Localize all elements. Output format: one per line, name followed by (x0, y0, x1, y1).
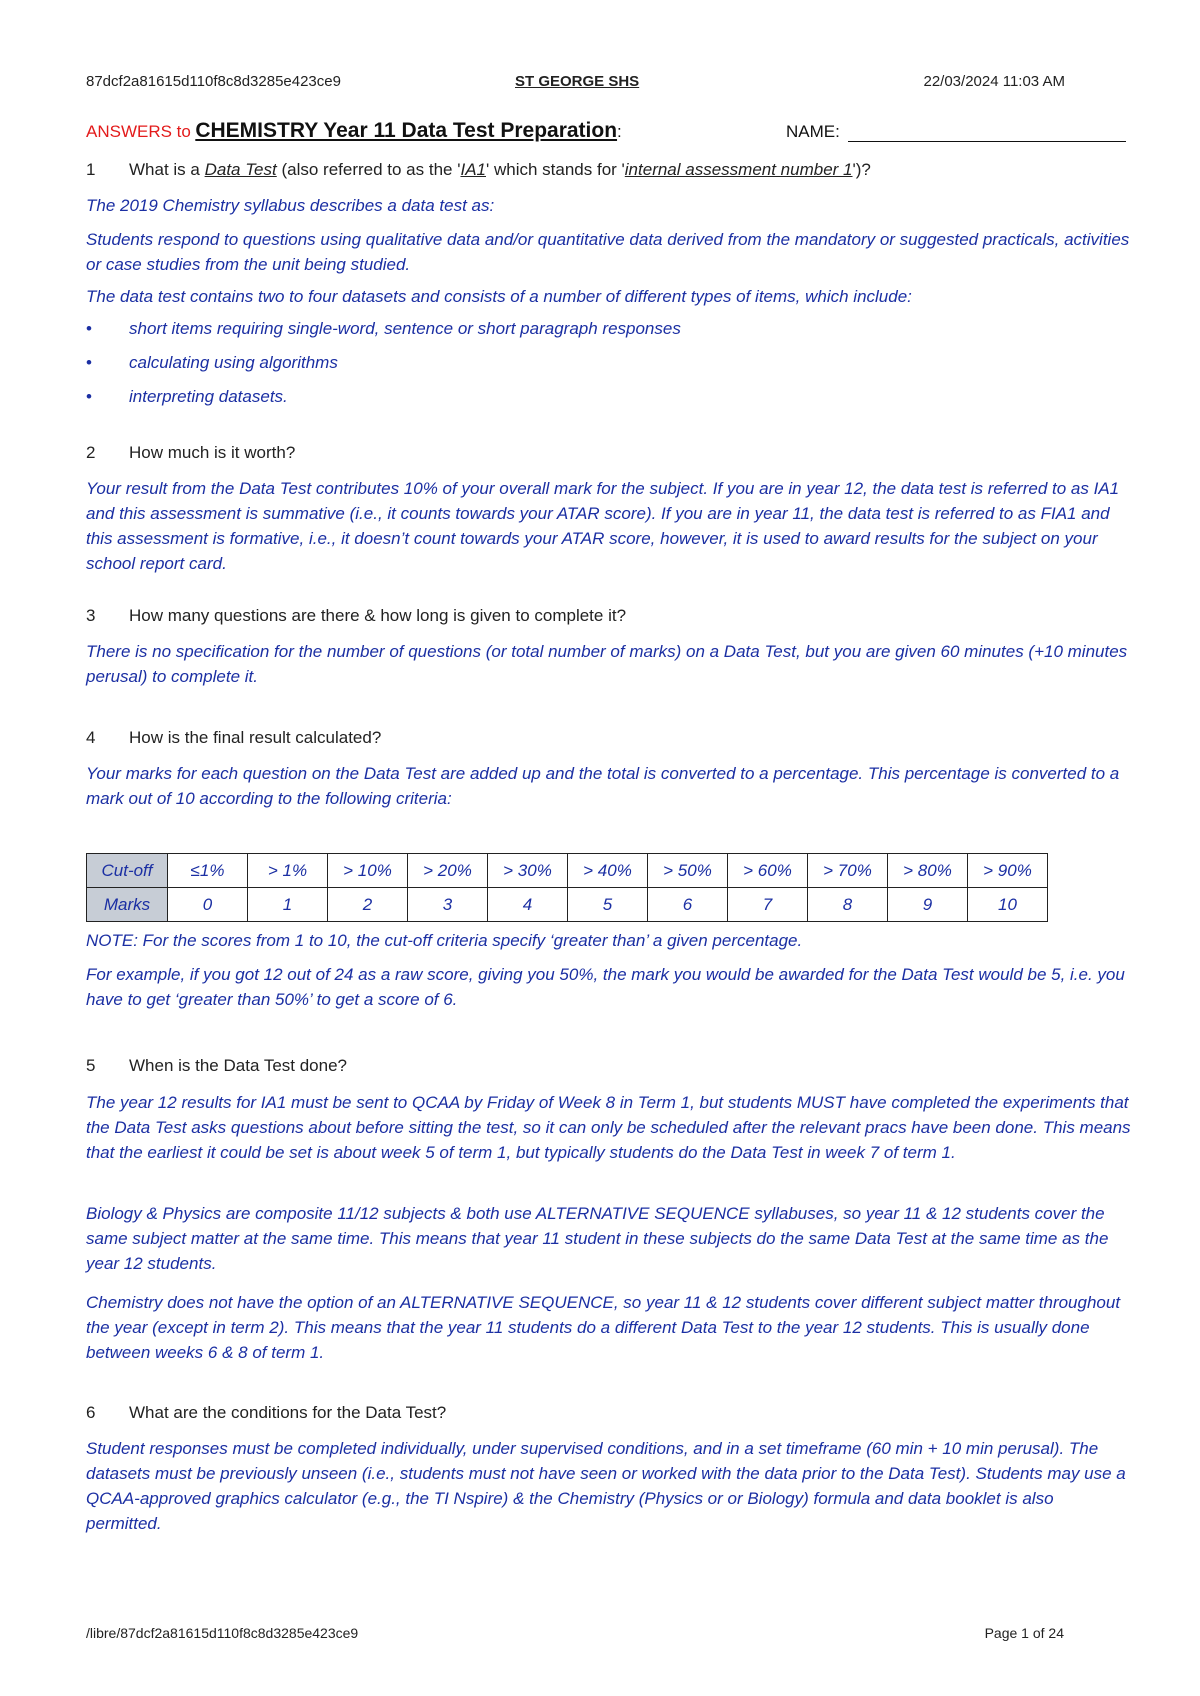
bullet-icon: • (86, 387, 92, 406)
name-label: NAME: (786, 122, 840, 141)
list-item (86, 387, 288, 407)
table-cell: 10 (968, 888, 1048, 922)
table-cell: > 50% (648, 854, 728, 888)
table-header-cell: Marks (87, 888, 168, 922)
table-cell: > 20% (408, 854, 488, 888)
document-id: 87dcf2a81615d110f8c8d3285e423ce9 (86, 73, 341, 90)
list-item (86, 319, 681, 339)
term-ia1: IA1 (460, 160, 486, 179)
table-cell: > 10% (328, 854, 408, 888)
answer-5-timing: The year 12 results for IA1 must be sent to QCAA by Friday of Week 8 in Term 1, but students MUST have completed the experiments that the Data Test asks questions about before sitting the test, so it can only be scheduled after the relevant pracs have been done. This means that the earliest it could be set is about week 5 of term 1, but typically students do the Data Test in week 7 of term 1. (86, 1093, 1131, 1162)
question-text: How much is it worth? (129, 443, 296, 462)
table-row (87, 888, 1048, 922)
page-number: Page 1 of 24 (984, 1625, 1064, 1641)
question-text: (also referred to as the ' (276, 160, 461, 179)
question-text: ')? (852, 160, 871, 179)
table-cell: 4 (488, 888, 568, 922)
term-expansion: internal assessment number 1 (624, 160, 853, 179)
table-cell: > 30% (488, 854, 568, 888)
title-colon: : (617, 122, 622, 141)
table-cell: 3 (408, 888, 488, 922)
table-row (87, 854, 1048, 888)
table-cell: 0 (168, 888, 248, 922)
question-number: 1 (86, 160, 96, 179)
question-3 (86, 606, 626, 626)
table-cell: 1 (248, 888, 328, 922)
question-number: 4 (86, 728, 96, 747)
table-header-cell: Cut-off (87, 854, 168, 888)
list-item-text: calculating using algorithms (129, 353, 338, 372)
list-item (86, 353, 338, 373)
answer-5-chemistry: Chemistry does not have the option of an ALTERNATIVE SEQUENCE, so year 11 & 12 students cover different subject matter throughout the year (except in term 2). This means that the year 11 students do a different Data Test to the year 12 students. This is usually done between weeks 6 & 8 of term 1. (86, 1293, 1121, 1362)
list-item-text: short items requiring single-word, sentence or short paragraph responses (129, 319, 681, 338)
answer-4-example: For example, if you got 12 out of 24 as a raw score, giving you 50%, the mark you would be awarded for the Data Test would be 5, i.e. you have to get ‘greater than 50%’ to get a score of 6. (86, 965, 1125, 1009)
answer-6: Student responses must be completed individually, under supervised conditions, and in a set timeframe (60 min + 10 min perusal). The datasets must be previously unseen (i.e., students must not have seen or worked with the data prior to the Data Test). Students may use a QCAA-approved graphics calculator (e.g., the TI Nspire) & the Chemistry (Physics or or Biology) formula and data booklet is also permitted. (86, 1439, 1126, 1533)
answer-1-definition: Students respond to questions using qualitative data and/or quantitative data derived from the mandatory or suggested practicals, activities or case studies from the unit being studied. (86, 230, 1130, 274)
table-cell: > 60% (728, 854, 808, 888)
answer-1-intro: The 2019 Chemistry syllabus describes a data test as: (86, 196, 495, 215)
table-cell: > 70% (808, 854, 888, 888)
cutoff-table (86, 853, 1048, 922)
answer-5-bio-physics: Biology & Physics are composite 11/12 subjects & both use ALTERNATIVE SEQUENCE syllabuses, so year 11 & 12 students cover the same subject matter at the same time. This means that year 11 student in these subjects do the same Data Test at the same time as the year 12 students. (86, 1204, 1109, 1273)
bullet-icon: • (86, 319, 92, 338)
question-5 (86, 1056, 347, 1076)
question-text: How many questions are there & how long is given to complete it? (129, 606, 627, 625)
question-text: What are the conditions for the Data Test? (129, 1403, 447, 1422)
table-cell: 7 (728, 888, 808, 922)
answer-1-items-intro: The data test contains two to four datasets and consists of a number of different types of items, which include: (86, 287, 912, 306)
table-cell: 8 (808, 888, 888, 922)
answer-3: There is no specification for the number of questions (or total number of marks) on a Data Test, but you are given 60 minutes (+10 minutes perusal) to complete it. (86, 642, 1128, 686)
question-1 (86, 160, 871, 180)
footer-path: /libre/87dcf2a81615d110f8c8d3285e423ce9 (86, 1625, 359, 1641)
question-text: What is a (129, 160, 205, 179)
answer-4-note: NOTE: For the scores from 1 to 10, the cut-off criteria specify ‘greater than’ a given percentage. (86, 931, 803, 950)
question-number: 5 (86, 1056, 96, 1075)
table-cell: > 40% (568, 854, 648, 888)
question-text: ' which stands for ' (486, 160, 625, 179)
answers-label: ANSWERS to (86, 122, 191, 141)
question-4 (86, 728, 381, 748)
list-item-text: interpreting datasets. (129, 387, 288, 406)
table-cell: > 80% (888, 854, 968, 888)
question-number: 3 (86, 606, 96, 625)
question-number: 2 (86, 443, 96, 462)
answer-2: Your result from the Data Test contributes 10% of your overall mark for the subject. If you are in year 12, the data test is referred to as IA1 and this assessment is summative (i.e., it counts towards your ATAR score). If you are in year 11, the data test is referred to as FIA1 and this assessment is formative, i.e., it doesn’t count towards your ATAR score, however, it is used to award results for the subject on your school report card. (86, 479, 1120, 573)
table-cell: > 90% (968, 854, 1048, 888)
answer-4: Your marks for each question on the Data Test are added up and the total is converted to a percentage. This percentage is converted to a mark out of 10 according to the following criteria: (86, 764, 1120, 808)
page-title: CHEMISTRY Year 11 Data Test Preparation (195, 119, 618, 142)
question-number: 6 (86, 1403, 96, 1422)
table-cell: 2 (328, 888, 408, 922)
bullet-icon: • (86, 353, 92, 372)
table-cell: 6 (648, 888, 728, 922)
table-cell: 9 (888, 888, 968, 922)
table-cell: > 1% (248, 854, 328, 888)
table-cell: 5 (568, 888, 648, 922)
question-text: When is the Data Test done? (129, 1056, 347, 1075)
table-cell: ≤1% (168, 854, 248, 888)
print-timestamp: 22/03/2024 11:03 AM (923, 73, 1065, 90)
question-2 (86, 443, 295, 463)
term-data-test: Data Test (204, 160, 277, 179)
title-row (86, 119, 1126, 149)
name-blank-line (848, 141, 1126, 142)
school-name: ST GEORGE SHS (515, 73, 640, 90)
question-text: How is the final result calculated? (129, 728, 382, 747)
question-6 (86, 1403, 446, 1423)
